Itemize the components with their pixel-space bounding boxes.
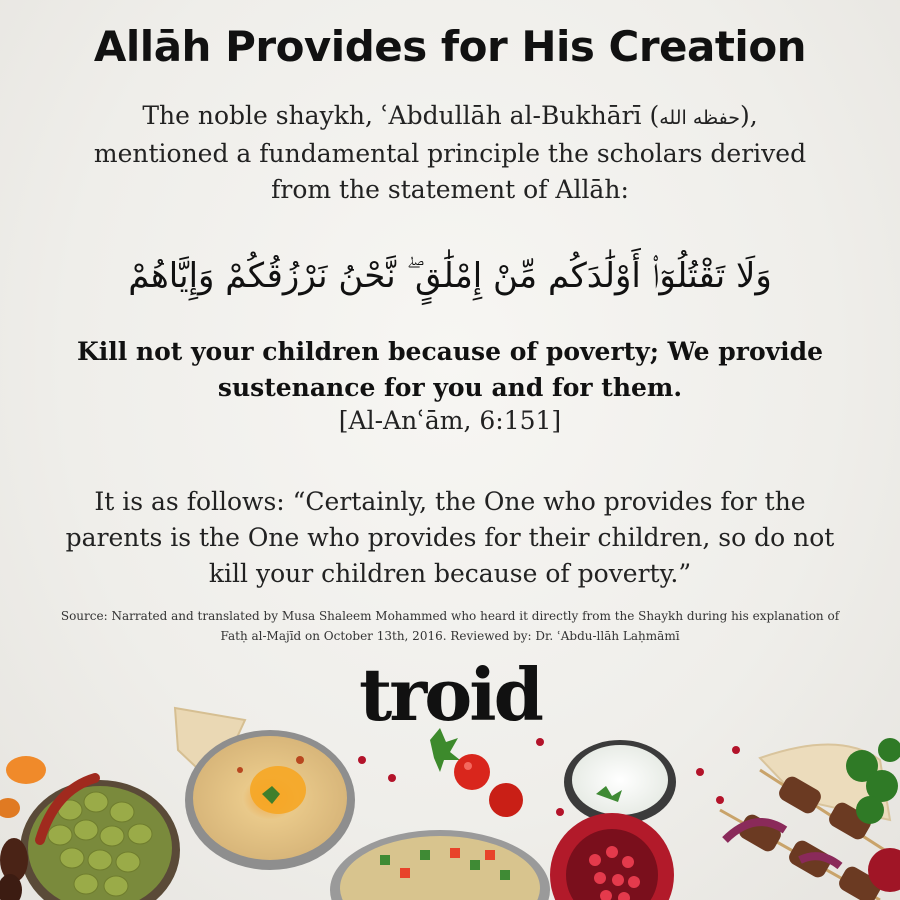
intro-line-3: from the statement of Allāh: — [271, 175, 629, 204]
principle-line-3: kill your children because of poverty.” — [208, 559, 692, 588]
hummus-bowl — [185, 730, 355, 870]
source-line-1: Source: Narrated and translated by Musa Shaleem Mohammed who heard it directly from the Shaykh during his explanation of — [60, 609, 840, 623]
intro-text — [60, 98, 840, 208]
intro-line-1-post: ), — [739, 101, 758, 130]
principle-line-1: It is as follows: “Certainly, the One who provides for the — [94, 487, 806, 516]
cherry-tomato-2 — [489, 783, 523, 817]
food-spread-illustration — [0, 690, 900, 900]
intro-line-1 — [60, 98, 840, 136]
principle-line-2: parents is the One who provides for their children, so do not — [65, 523, 835, 552]
honorific: حفظه الله — [659, 107, 740, 129]
apricot — [6, 756, 46, 784]
principle-text — [50, 484, 850, 592]
page-title: Allāh Provides for His Creation — [93, 22, 807, 71]
verse-reference: [Al-Anʿām, 6:151] — [338, 406, 562, 435]
yogurt-bowl — [564, 740, 676, 824]
source-note — [60, 606, 840, 646]
troid-logo: troid — [359, 652, 541, 737]
intro-line-2: mentioned a fundamental principle the scholars derived — [93, 139, 807, 168]
pomegranate — [550, 813, 674, 900]
translation-line-1: Kill not your children because of poverty; We provide — [76, 337, 824, 366]
verse-translation — [60, 334, 840, 406]
translation-line-2: sustenance for you and for them. — [217, 373, 683, 402]
pomegranate-seeds — [358, 738, 740, 816]
cherry-tomato — [454, 754, 490, 790]
olive-bowl — [20, 778, 180, 900]
apricot-2 — [0, 798, 20, 818]
quran-verse-arabic: وَلَا تَقْتُلُوٓا۟ أَوْلَٰدَكُم مِّنْ إِمْلَٰقٍ ۖ نَّحْنُ نَرْزُقُكُمْ وَإِيَّاهُمْ — [128, 256, 772, 296]
intro-line-1-pre: The noble shaykh, ʿAbdullāh al-Bukhārī ( — [142, 101, 660, 130]
source-line-2: Fatḥ al-Majīd on October 13th, 2016. Reviewed by: Dr. ʿAbdu-llāh Laḥmāmī — [220, 629, 680, 643]
salad-bowl — [330, 830, 550, 900]
